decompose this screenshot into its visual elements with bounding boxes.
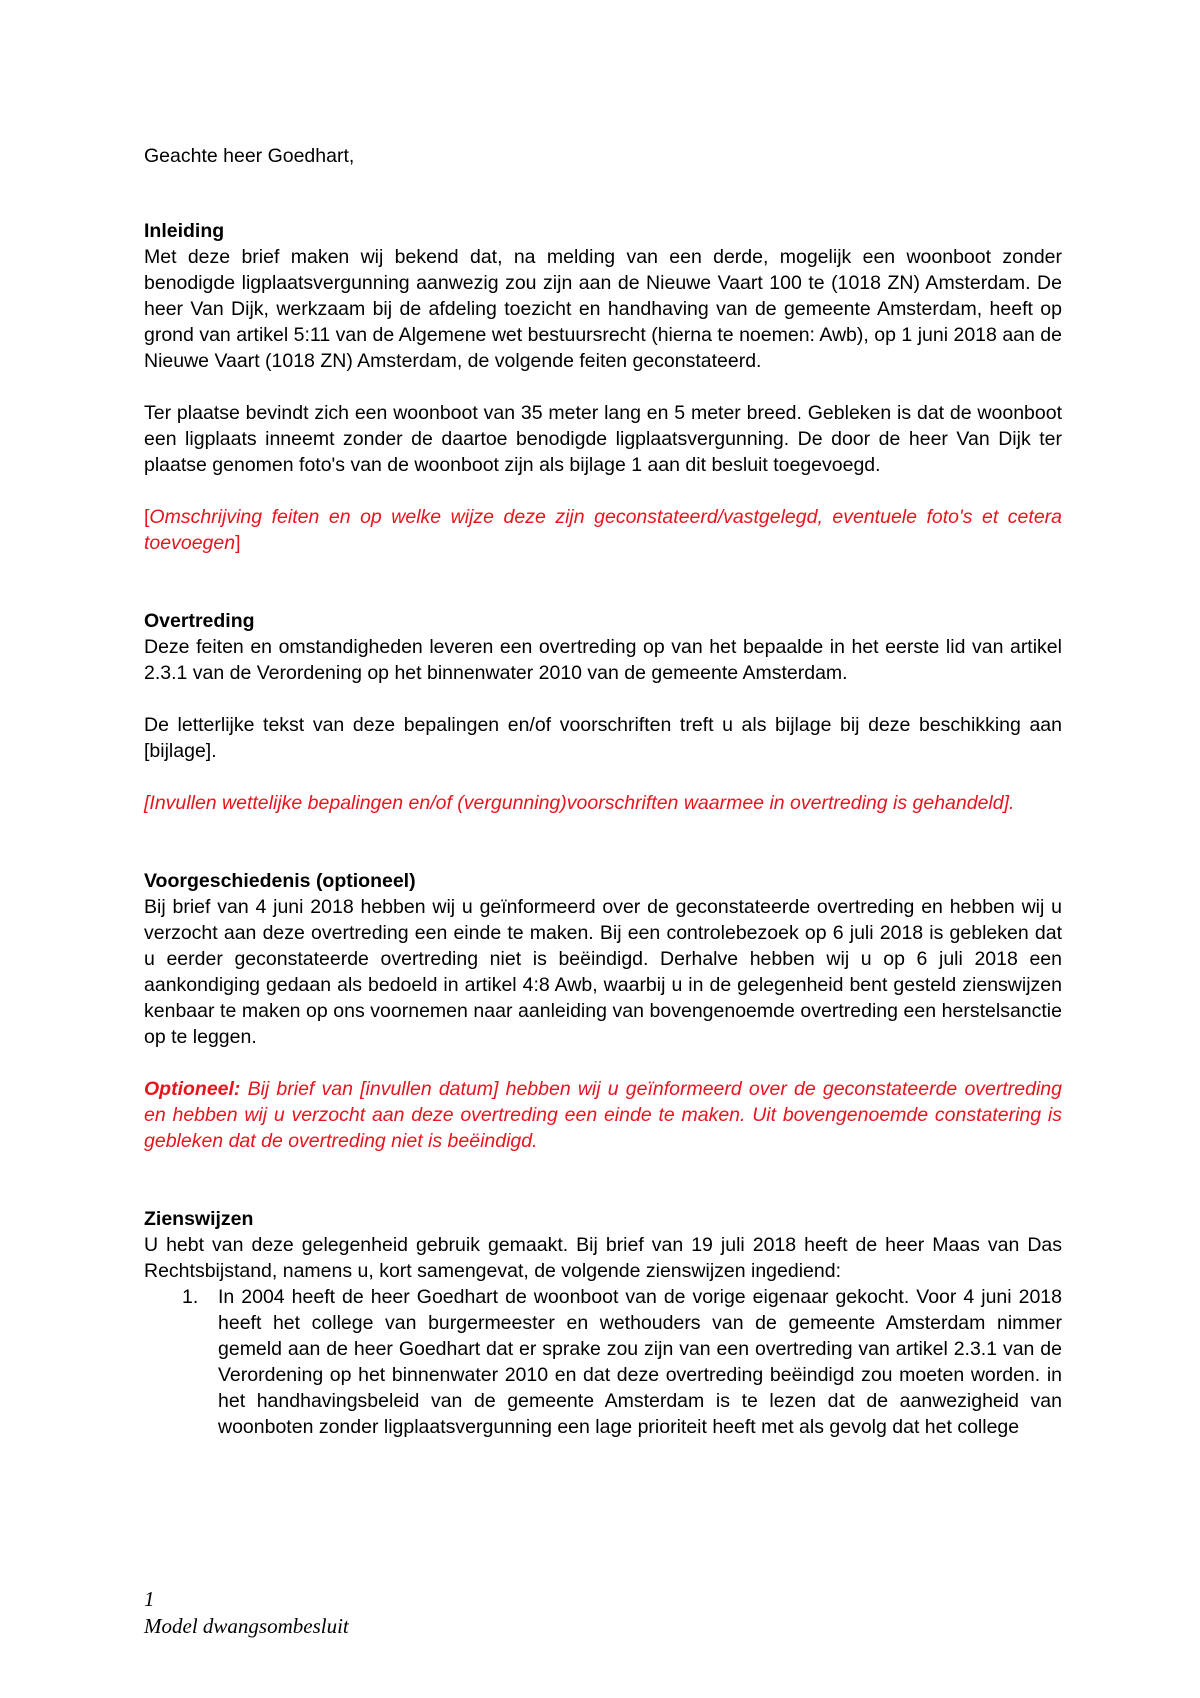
paragraph-overtreding-2: De letterlijke tekst van deze bepalingen en/of voorschriften treft u als bijlage bij deze beschikking aan [bijlage].: [144, 714, 1062, 762]
heading-voorgeschiedenis: Voorgeschiedenis (optioneel): [144, 870, 416, 892]
instruction-note-feiten: [144, 504, 1062, 556]
paragraph-inleiding-2: Ter plaatse bevindt zich een woonboot van 35 meter lang en 5 meter breed. Gebleken is dat de woonboot een ligplaats inneemt zonder de daartoe benodigde ligplaatsvergunning. De door de heer Van Dijk ter plaatse genomen foto's van de woonboot zijn als bijlage 1 aan dit besluit toegevoegd.: [144, 402, 1062, 476]
zienswijzen-list: [144, 1284, 1062, 1440]
paragraph-overtreding-1: Deze feiten en omstandigheden leveren een overtreding op van het bepaalde in het eerste lid van artikel 2.3.1 van de Verordening op het binnenwater 2010 van de gemeente Amsterdam.: [144, 636, 1062, 684]
list-item-number: 1.: [182, 1286, 199, 1308]
instruction-note-bepalingen: [Invullen wettelijke bepalingen en/of (vergunning)voorschriften waarmee in overtreding is gehandeld].: [144, 792, 1015, 814]
page-number: 1: [144, 1587, 155, 1611]
letter-body: [144, 143, 1062, 1440]
paragraph-inleiding-1: Met deze brief maken wij bekend dat, na melding van een derde, mogelijk een woonboot zonder benodigde ligplaatsvergunning aanwezig zou zijn aan de Nieuwe Vaart 100 te (1018 ZN) Amsterdam. De heer Van Dijk, werkzaam bij de afdeling toezicht en handhaving van de gemeente Amsterdam, heeft op grond van artikel 5:11 van de Algemene wet bestuursrecht (hierna te noemen: Awb), op 1 juni 2018 aan de Nieuwe Vaart (1018 ZN) Amsterdam, de volgende feiten geconstateerd.: [144, 246, 1062, 372]
heading-zienswijzen: Zienswijzen: [144, 1208, 254, 1230]
section-voorgeschiedenis: [144, 868, 1062, 1154]
instruction-text: Omschrijving feiten en op welke wijze deze zijn geconstateerd/vastgelegd, eventuele foto's et cetera toevoegen: [144, 506, 1062, 554]
instruction-note-optioneel: [144, 1076, 1062, 1154]
optioneel-label: Optioneel:: [144, 1078, 241, 1100]
paragraph-voorgeschiedenis-1: Bij brief van 4 juni 2018 hebben wij u geïnformeerd over de geconstateerde overtreding en hebben wij u verzocht aan deze overtreding een einde te maken. Bij een controlebezoek op 6 juli 2018 is gebleken dat u eerder geconstateerde overtreding niet is beëindigd. Derhalve hebben wij u op 6 juli 2018 een aankondiging gedaan als bedoeld in artikel 4:8 Awb, waarbij u in de gelegenheid bent gesteld zienswijzen kenbaar te maken op ons voornemen naar aanleiding van bovengenoemde overtreding een herstelsanctie op te leggen.: [144, 896, 1062, 1048]
document-title: Model dwangsombesluit: [144, 1614, 349, 1638]
list-item: [144, 1284, 1062, 1440]
salutation: Geachte heer Goedhart,: [144, 145, 355, 167]
list-item-text: In 2004 heeft de heer Goedhart de woonboot van de vorige eigenaar gekocht. Voor 4 juni 2018 heeft het college van burgermeester en wethouders van de gemeente Amsterdam nimmer gemeld aan de heer Goedhart dat er sprake zou zijn van een overtreding van artikel 2.3.1 van de Verordening op het binnenwater 2010 en dat deze overtreding beëindigd zou moeten worden. in het handhavingsbeleid van de gemeente Amsterdam is te lezen dat de aanwezigheid van woonboten zonder ligplaatsvergunning een lage prioriteit heeft met als gevolg dat het college: [218, 1286, 1062, 1438]
paragraph-zienswijzen-1: U hebt van deze gelegenheid gebruik gemaakt. Bij brief van 19 juli 2018 heeft de heer Maas van Das Rechtsbijstand, namens u, kort samengevat, de volgende zienswijzen ingediend:: [144, 1234, 1062, 1282]
section-inleiding: [144, 218, 1062, 556]
heading-overtreding: Overtreding: [144, 610, 255, 632]
bracket-close: ]: [235, 532, 241, 554]
section-zienswijzen: [144, 1206, 1062, 1440]
optioneel-text: Bij brief van [invullen datum] hebben wij u geïnformeerd over de geconstateerde overtreding en hebben wij u verzocht aan deze overtreding een einde te maken. Uit bovengenoemde constatering is gebleken dat de overtreding niet is beëindigd.: [144, 1078, 1062, 1152]
page-footer: [144, 1586, 744, 1640]
heading-inleiding: Inleiding: [144, 220, 225, 242]
section-overtreding: [144, 608, 1062, 816]
bracket-open: [: [144, 506, 150, 528]
